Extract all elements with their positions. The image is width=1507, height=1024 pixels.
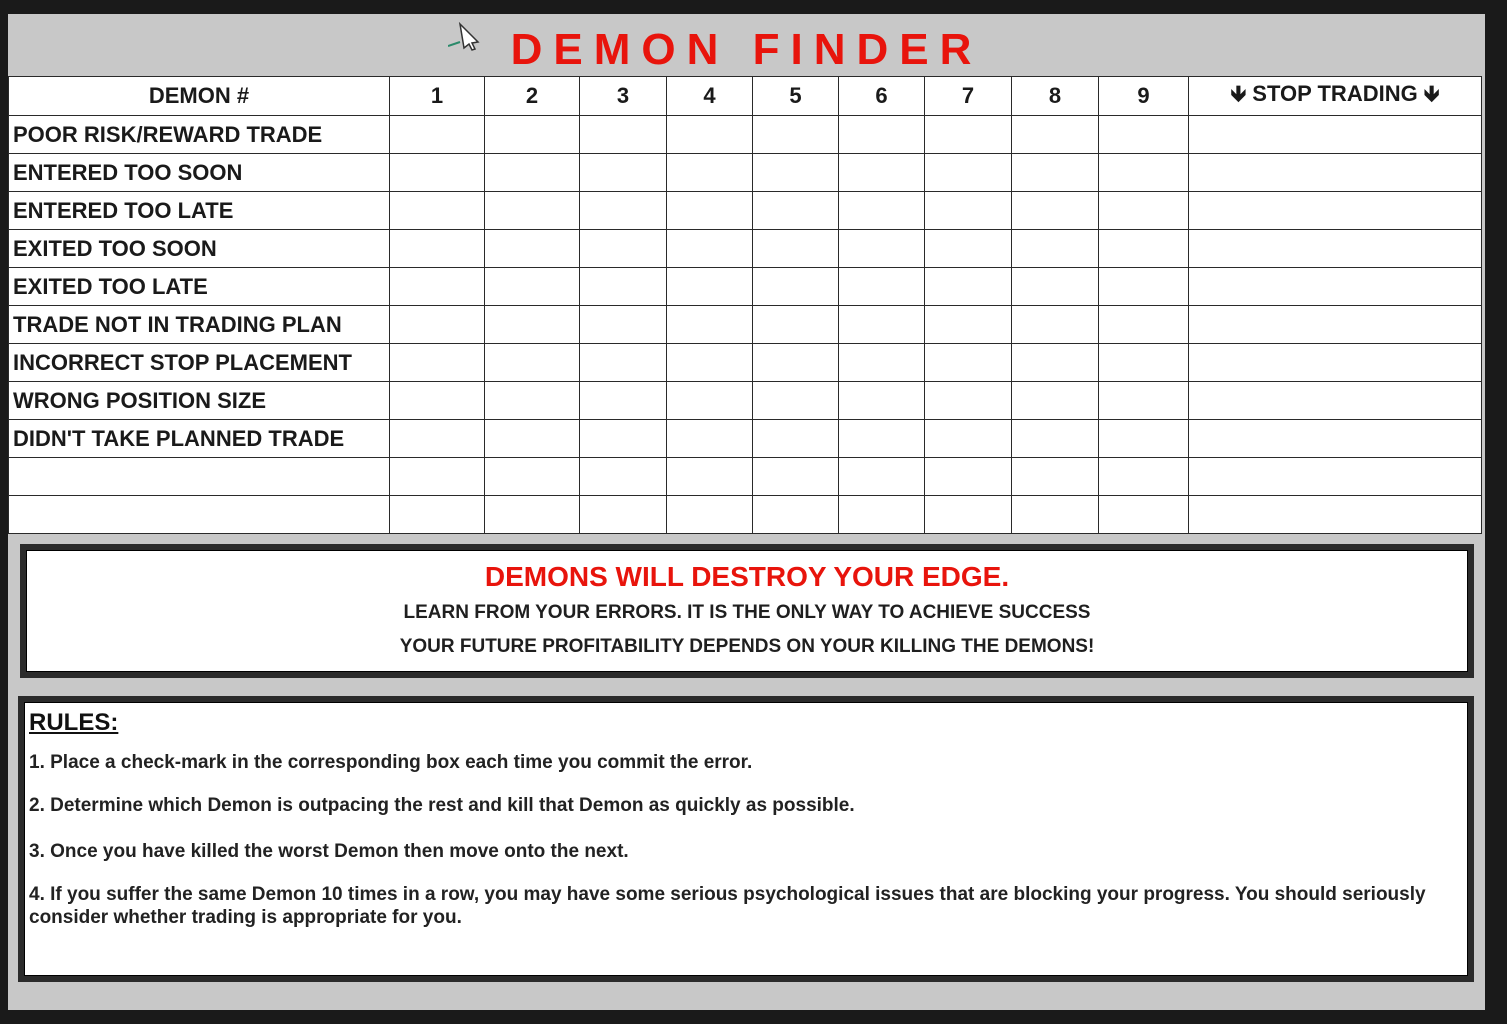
check-cell-2[interactable] bbox=[485, 420, 580, 458]
check-cell-3[interactable] bbox=[580, 496, 667, 534]
demon-label: ENTERED TOO LATE bbox=[9, 192, 390, 230]
check-cell-6[interactable] bbox=[839, 420, 925, 458]
check-cell-1[interactable] bbox=[390, 268, 485, 306]
check-cell-3[interactable] bbox=[580, 268, 667, 306]
column-header-3: 3 bbox=[580, 77, 667, 116]
demon-label: EXITED TOO LATE bbox=[9, 268, 390, 306]
check-cell-9[interactable] bbox=[1099, 154, 1189, 192]
check-cell-7[interactable] bbox=[925, 382, 1012, 420]
check-cell-3[interactable] bbox=[580, 154, 667, 192]
table-row bbox=[9, 344, 1482, 382]
check-cell-6[interactable] bbox=[839, 306, 925, 344]
check-cell-2[interactable] bbox=[485, 344, 580, 382]
table-row bbox=[9, 116, 1482, 154]
check-cell-8[interactable] bbox=[1012, 230, 1099, 268]
demon-label: INCORRECT STOP PLACEMENT bbox=[9, 344, 390, 382]
title-bar bbox=[8, 14, 1485, 76]
demon-finder-sheet bbox=[8, 14, 1485, 1010]
check-cell-5[interactable] bbox=[753, 192, 839, 230]
table-row bbox=[9, 458, 1482, 496]
table-row bbox=[9, 382, 1482, 420]
check-cell-6[interactable] bbox=[839, 154, 925, 192]
check-cell-9[interactable] bbox=[1099, 496, 1189, 534]
table-row bbox=[9, 420, 1482, 458]
stop-trading-cell[interactable] bbox=[1189, 344, 1482, 382]
check-cell-7[interactable] bbox=[925, 268, 1012, 306]
check-cell-8[interactable] bbox=[1012, 420, 1099, 458]
column-header-4: 4 bbox=[667, 77, 753, 116]
check-cell-4[interactable] bbox=[667, 306, 753, 344]
check-cell-9[interactable] bbox=[1099, 268, 1189, 306]
arrow-down-icon: 🡻 bbox=[1230, 81, 1247, 106]
check-cell-1[interactable] bbox=[390, 382, 485, 420]
check-cell-4[interactable] bbox=[667, 496, 753, 534]
stop-trading-cell[interactable] bbox=[1189, 230, 1482, 268]
check-cell-4[interactable] bbox=[667, 268, 753, 306]
check-cell-7[interactable] bbox=[925, 154, 1012, 192]
table-header-row bbox=[9, 77, 1482, 116]
check-cell-3[interactable] bbox=[580, 420, 667, 458]
check-cell-6[interactable] bbox=[839, 458, 925, 496]
check-cell-4[interactable] bbox=[667, 116, 753, 154]
check-cell-2[interactable] bbox=[485, 458, 580, 496]
check-cell-9[interactable] bbox=[1099, 230, 1189, 268]
rules-box bbox=[18, 696, 1474, 982]
check-cell-4[interactable] bbox=[667, 230, 753, 268]
check-cell-2[interactable] bbox=[485, 230, 580, 268]
demon-table bbox=[8, 76, 1482, 534]
check-cell-3[interactable] bbox=[580, 116, 667, 154]
check-cell-9[interactable] bbox=[1099, 382, 1189, 420]
stop-trading-cell[interactable] bbox=[1189, 382, 1482, 420]
check-cell-9[interactable] bbox=[1099, 458, 1189, 496]
check-cell-8[interactable] bbox=[1012, 306, 1099, 344]
column-header-9: 9 bbox=[1099, 77, 1189, 116]
check-cell-1[interactable] bbox=[390, 420, 485, 458]
demon-label: TRADE NOT IN TRADING PLAN bbox=[9, 306, 390, 344]
demon-label bbox=[9, 496, 390, 534]
check-cell-2[interactable] bbox=[485, 154, 580, 192]
check-cell-4[interactable] bbox=[667, 192, 753, 230]
check-cell-1[interactable] bbox=[390, 344, 485, 382]
stop-trading-cell[interactable] bbox=[1189, 192, 1482, 230]
column-header-1: 1 bbox=[390, 77, 485, 116]
check-cell-9[interactable] bbox=[1099, 192, 1189, 230]
check-cell-5[interactable] bbox=[753, 230, 839, 268]
notice-line-1: LEARN FROM YOUR ERRORS. IT IS THE ONLY WAY TO ACHIEVE SUCCESS bbox=[403, 602, 1091, 623]
check-cell-7[interactable] bbox=[925, 458, 1012, 496]
check-cell-3[interactable] bbox=[580, 192, 667, 230]
stop-trading-cell[interactable] bbox=[1189, 116, 1482, 154]
check-cell-7[interactable] bbox=[925, 116, 1012, 154]
check-cell-2[interactable] bbox=[485, 116, 580, 154]
demon-label: ENTERED TOO SOON bbox=[9, 154, 390, 192]
stop-trading-cell[interactable] bbox=[1189, 420, 1482, 458]
notice-line-2: YOUR FUTURE PROFITABILITY DEPENDS ON YOUR KILLING THE DEMONS! bbox=[399, 636, 1095, 657]
check-cell-5[interactable] bbox=[753, 420, 839, 458]
table-row bbox=[9, 192, 1482, 230]
check-cell-3[interactable] bbox=[580, 382, 667, 420]
check-cell-1[interactable] bbox=[390, 306, 485, 344]
check-cell-3[interactable] bbox=[580, 306, 667, 344]
demon-label: DIDN'T TAKE PLANNED TRADE bbox=[9, 420, 390, 458]
check-cell-5[interactable] bbox=[753, 154, 839, 192]
rule-item-2: 2. Determine which Demon is outpacing the rest and kill that Demon as quickly as possible. bbox=[29, 795, 855, 816]
column-header-8: 8 bbox=[1012, 77, 1099, 116]
check-cell-8[interactable] bbox=[1012, 192, 1099, 230]
check-cell-7[interactable] bbox=[925, 306, 1012, 344]
arrow-down-icon: 🡻 bbox=[1423, 81, 1440, 106]
table-row bbox=[9, 306, 1482, 344]
check-cell-9[interactable] bbox=[1099, 306, 1189, 344]
check-cell-5[interactable] bbox=[753, 306, 839, 344]
check-cell-6[interactable] bbox=[839, 268, 925, 306]
rule-item-3: 3. Once you have killed the worst Demon then move onto the next. bbox=[29, 841, 629, 862]
column-header-2: 2 bbox=[485, 77, 580, 116]
column-header-7: 7 bbox=[925, 77, 1012, 116]
check-cell-8[interactable] bbox=[1012, 496, 1099, 534]
check-cell-7[interactable] bbox=[925, 496, 1012, 534]
rules-panel bbox=[24, 702, 1468, 976]
check-cell-4[interactable] bbox=[667, 458, 753, 496]
notice-headline: DEMONS WILL DESTROY YOUR EDGE. bbox=[484, 561, 1010, 592]
check-cell-6[interactable] bbox=[839, 382, 925, 420]
table-row bbox=[9, 230, 1482, 268]
rule-item-4: 4. If you suffer the same Demon 10 times in a row, you may have some serious psychological issues that are blocking your progress. You should seriously consider whether trading is appropriate for you. bbox=[29, 884, 1426, 928]
check-cell-4[interactable] bbox=[667, 420, 753, 458]
page-title: DEMON FINDER bbox=[510, 25, 983, 74]
check-cell-8[interactable] bbox=[1012, 382, 1099, 420]
table-row bbox=[9, 496, 1482, 534]
check-cell-2[interactable] bbox=[485, 306, 580, 344]
check-cell-5[interactable] bbox=[753, 268, 839, 306]
check-cell-2[interactable] bbox=[485, 268, 580, 306]
check-cell-1[interactable] bbox=[390, 230, 485, 268]
check-cell-4[interactable] bbox=[667, 382, 753, 420]
rules-heading: RULES: bbox=[29, 709, 119, 736]
stop-trading-cell[interactable] bbox=[1189, 496, 1482, 534]
check-cell-1[interactable] bbox=[390, 192, 485, 230]
notice-panel bbox=[26, 550, 1468, 672]
check-cell-6[interactable] bbox=[839, 344, 925, 382]
demon-label bbox=[9, 458, 390, 496]
check-cell-1[interactable] bbox=[390, 116, 485, 154]
check-cell-3[interactable] bbox=[580, 458, 667, 496]
check-cell-6[interactable] bbox=[839, 192, 925, 230]
demon-number-header: DEMON # bbox=[9, 77, 390, 116]
check-cell-8[interactable] bbox=[1012, 154, 1099, 192]
check-cell-2[interactable] bbox=[485, 382, 580, 420]
stop-trading-cell[interactable] bbox=[1189, 268, 1482, 306]
mouse-cursor-icon bbox=[448, 22, 484, 52]
demon-label: EXITED TOO SOON bbox=[9, 230, 390, 268]
stop-trading-header bbox=[1189, 77, 1482, 116]
check-cell-7[interactable] bbox=[925, 420, 1012, 458]
demon-label: WRONG POSITION SIZE bbox=[9, 382, 390, 420]
check-cell-5[interactable] bbox=[753, 116, 839, 154]
check-cell-8[interactable] bbox=[1012, 344, 1099, 382]
check-cell-9[interactable] bbox=[1099, 116, 1189, 154]
check-cell-1[interactable] bbox=[390, 154, 485, 192]
notice-box bbox=[20, 544, 1474, 678]
check-cell-1[interactable] bbox=[390, 496, 485, 534]
check-cell-5[interactable] bbox=[753, 382, 839, 420]
check-cell-3[interactable] bbox=[580, 230, 667, 268]
check-cell-9[interactable] bbox=[1099, 420, 1189, 458]
check-cell-8[interactable] bbox=[1012, 116, 1099, 154]
check-cell-4[interactable] bbox=[667, 344, 753, 382]
check-cell-2[interactable] bbox=[485, 496, 580, 534]
table-row bbox=[9, 268, 1482, 306]
check-cell-9[interactable] bbox=[1099, 344, 1189, 382]
stop-trading-label: STOP TRADING bbox=[1252, 81, 1418, 106]
table-row bbox=[9, 154, 1482, 192]
check-cell-6[interactable] bbox=[839, 116, 925, 154]
demon-label: POOR RISK/REWARD TRADE bbox=[9, 116, 390, 154]
rule-item-1: 1. Place a check-mark in the corresponding box each time you commit the error. bbox=[29, 752, 753, 773]
check-cell-5[interactable] bbox=[753, 496, 839, 534]
check-cell-2[interactable] bbox=[485, 192, 580, 230]
stop-trading-cell[interactable] bbox=[1189, 306, 1482, 344]
stop-trading-cell[interactable] bbox=[1189, 458, 1482, 496]
check-cell-8[interactable] bbox=[1012, 458, 1099, 496]
check-cell-7[interactable] bbox=[925, 230, 1012, 268]
column-header-5: 5 bbox=[753, 77, 839, 116]
column-header-6: 6 bbox=[839, 77, 925, 116]
check-cell-6[interactable] bbox=[839, 496, 925, 534]
check-cell-3[interactable] bbox=[580, 344, 667, 382]
stop-trading-cell[interactable] bbox=[1189, 154, 1482, 192]
check-cell-5[interactable] bbox=[753, 458, 839, 496]
check-cell-1[interactable] bbox=[390, 458, 485, 496]
check-cell-8[interactable] bbox=[1012, 268, 1099, 306]
check-cell-4[interactable] bbox=[667, 154, 753, 192]
check-cell-7[interactable] bbox=[925, 192, 1012, 230]
check-cell-6[interactable] bbox=[839, 230, 925, 268]
check-cell-5[interactable] bbox=[753, 344, 839, 382]
check-cell-7[interactable] bbox=[925, 344, 1012, 382]
